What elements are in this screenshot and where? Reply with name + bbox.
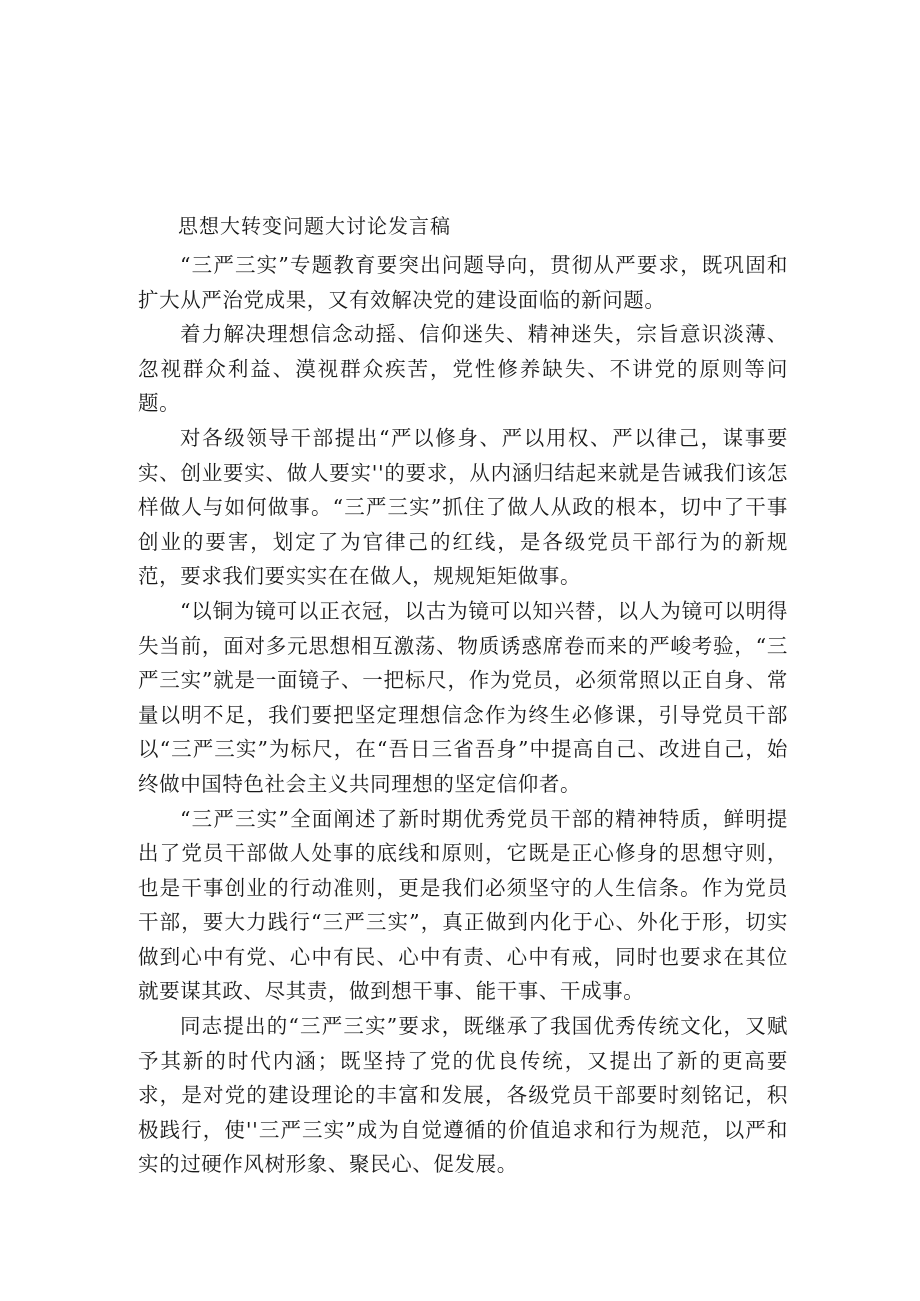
paragraph-1: “三严三实”专题教育要突出问题导向，贯彻从严要求，既巩固和扩大从严治党成果，又有效解决党的建设面临的新问题。 — [138, 253, 788, 312]
paragraph-2: 着力解决理想信念动摇、信仰迷失、精神迷失，宗旨意识淡薄、忽视群众利益、漠视群众疾苦，党性修养缺失、不讲党的原则等问题。 — [138, 322, 788, 416]
paragraph-5: “三严三实”全面阐述了新时期优秀党员干部的精神特质，鲜明提出了党员干部做人处事的底线和原则，它既是正心修身的思想守则，也是干事创业的行动准则，更是我们必须坚守的人生信条。作为党员干部，要大力践行“三严三实”，真正做到内化于心、外化于形，切实做到心中有党、心中有民、心中有责、心中有戒，同时也要求在其位就要谋其政、尽其责，做到想干事、能干事、干成事。 — [138, 806, 788, 1004]
document-title: 思想大转变问题大讨论发言稿 — [178, 214, 451, 238]
paragraph-3: 对各级领导干部提出“严以修身、严以用权、严以律己，谋事要实、创业要实、做人要实''的要求，从内涵归结起来就是告诫我们该怎样做人与如何做事。“三严三实”抓住了做人从政的根本，切中了干事创业的要害，划定了为官律己的红线，是各级党员干部行为的新规范，要求我们要实实在在做人，规规矩矩做事。 — [138, 425, 788, 589]
document-body — [138, 248, 788, 1182]
paragraph-6: 同志提出的“三严三实”要求，既继承了我国优秀传统文化，又赋予其新的时代内涵；既坚持了党的优良传统，又提出了新的更高要求，是对党的建设理论的丰富和发展，各级党员干部要时刻铭记，积极践行，使''三严三实”成为自觉遵循的价值追求和行为规范，以严和实的过硬作风树形象、聚民心、促发展。 — [138, 1014, 788, 1177]
paragraph-4: “以铜为镜可以正衣冠，以古为镜可以知兴替，以人为镜可以明得失当前，面对多元思想相互激荡、物质诱惑席卷而来的严峻考验，“三严三实”就是一面镜子、一把标尺，作为党员，必须常照以正自身、常量以明不足，我们要把坚定理想信念作为终生必修课，引导党员干部以“三严三实”为标尺，在“吾日三省吾身”中提高自己、改进自己，始终做中国特色社会主义共同理想的坚定信仰者。 — [138, 598, 788, 796]
